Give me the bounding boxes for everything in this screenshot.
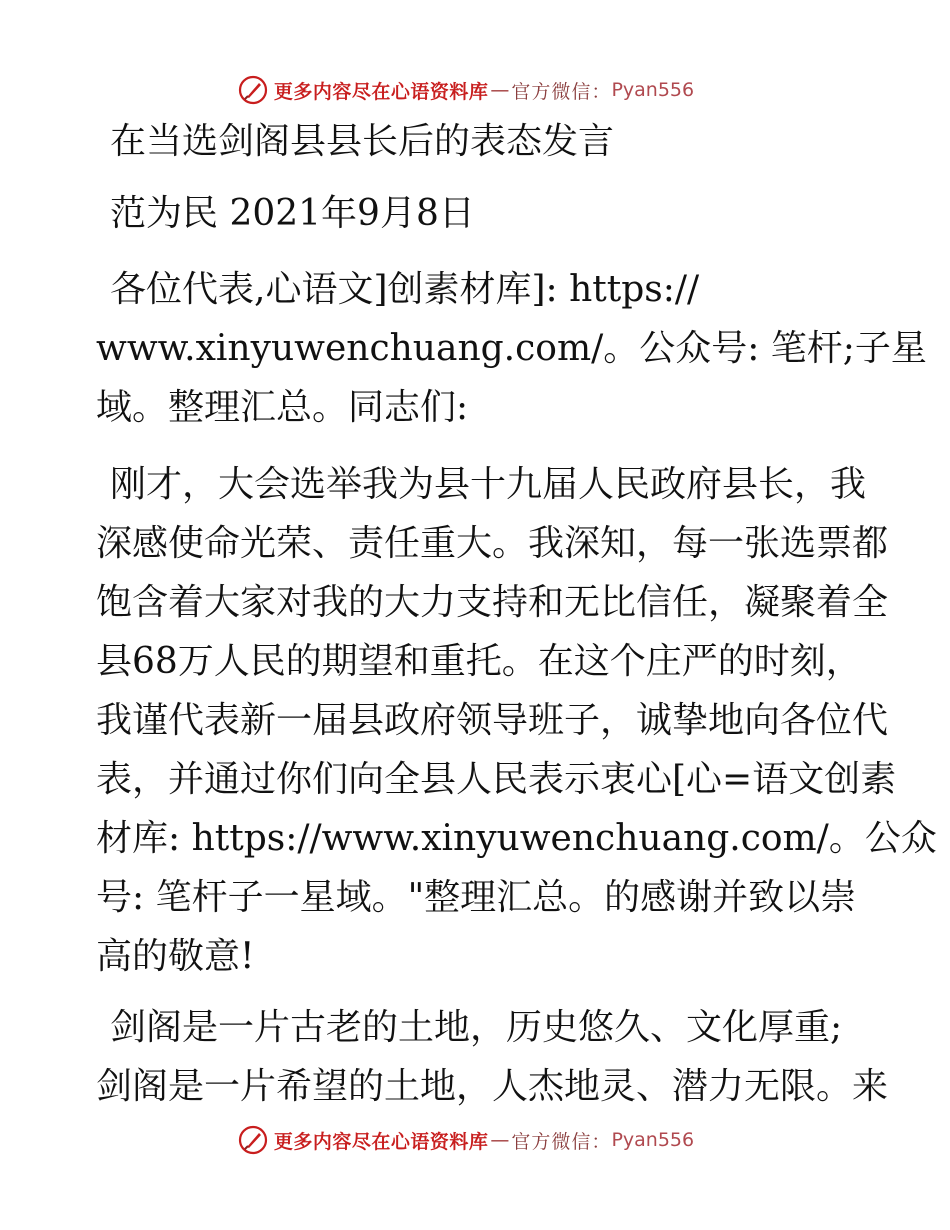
paragraph-line: 县68万人民的期望和重托。在这个庄严的时刻，	[96, 641, 862, 682]
watermark-dash: —	[490, 1129, 510, 1151]
watermark-wechat-id: Pyan556	[611, 1129, 695, 1151]
paragraph-line: 我谨代表新一届县政府领导班子，诚挚地向各位代	[96, 700, 889, 741]
watermark-official: 官方微信：	[511, 80, 612, 103]
paragraph-line: www.xinyuwenchuang.com/。公众号: 笔杆;子星	[96, 328, 927, 369]
document-title: 在当选剑阁县县长后的表态发言	[110, 121, 615, 162]
paragraph-line: 材库: https://www.xinyuwenchuang.com/。公众	[96, 818, 937, 859]
paragraph-line: 各位代表,心语文]创素材库]: https://	[110, 269, 700, 310]
watermark-official: 官方微信：	[511, 1130, 612, 1153]
watermark-text: 更多内容尽在心语资料库	[273, 80, 489, 103]
paragraph-line: 深感使命光荣、责任重大。我深知，每一张选票都	[96, 523, 889, 564]
watermark-banner-top	[0, 70, 950, 110]
paragraph-line: 高的敬意!	[96, 936, 255, 977]
paragraph-2	[96, 455, 937, 986]
quill-logo-icon	[238, 1125, 268, 1155]
document-body	[96, 118, 937, 1138]
watermark-wechat-id: Pyan556	[611, 79, 695, 101]
paragraph-line: 剑阁是一片希望的土地，人杰地灵、潜力无限。来	[96, 1066, 889, 1107]
paragraph-line: 剑阁是一片古老的土地，历史悠久、文化厚重;	[110, 1007, 843, 1048]
watermark-dash: —	[490, 79, 510, 101]
quill-logo-icon	[238, 75, 268, 105]
paragraph-line: 饱含着大家对我的大力支持和无比信任，凝聚着全	[96, 582, 889, 623]
paragraph-line: 号: 笔杆子一星域。"整理汇总。的感谢并致以崇	[96, 877, 857, 918]
watermark-banner-bottom	[0, 1120, 950, 1160]
watermark-text: 更多内容尽在心语资料库	[273, 1130, 489, 1153]
paragraph-3	[96, 998, 889, 1116]
byline: 范为民 2021年9月8日	[110, 193, 475, 234]
paragraph-line: 刚才，大会选举我为县十九届人民政府县长，我	[110, 464, 867, 505]
paragraph-1	[96, 260, 927, 437]
paragraph-line: 域。整理汇总。同志们:	[96, 387, 469, 428]
paragraph-line: 表，并通过你们向全县人民表示衷心[心=语文创素	[96, 759, 897, 800]
